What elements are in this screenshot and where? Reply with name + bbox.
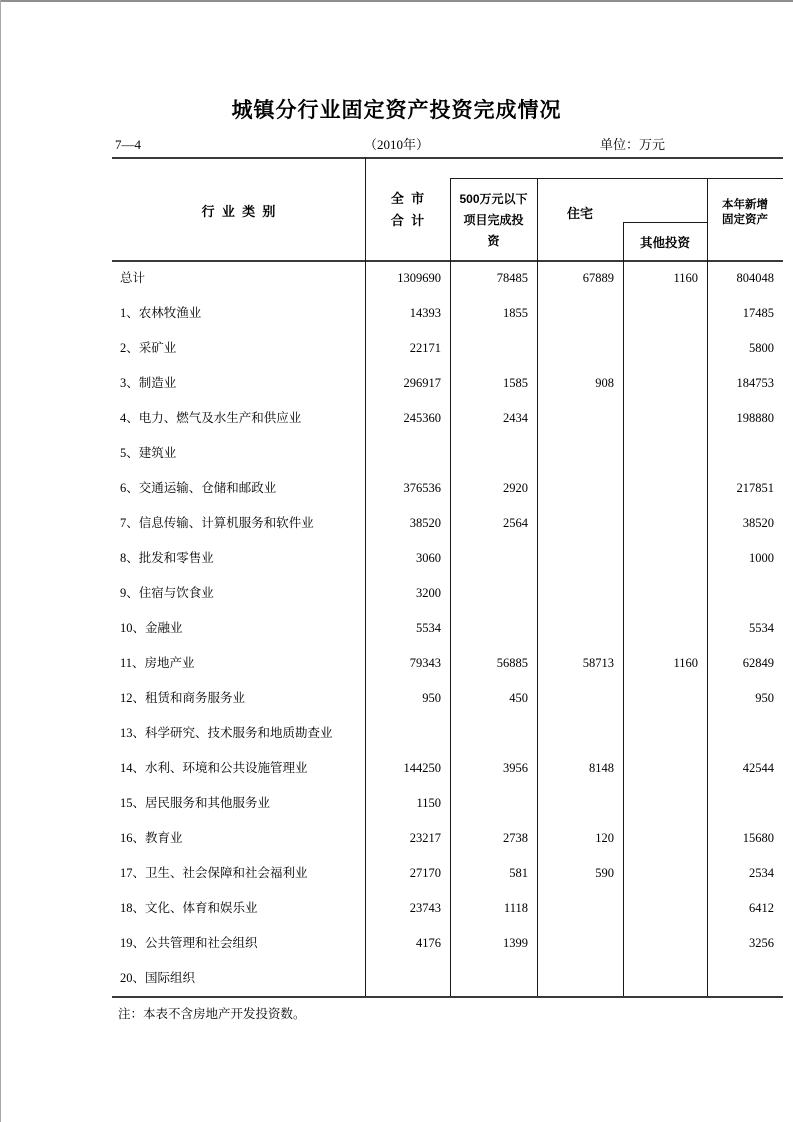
cell-city-total: 376536 (403, 481, 441, 495)
cell-below-500: 2738 (503, 831, 528, 845)
table-row (112, 576, 783, 611)
cell-residential (537, 436, 623, 471)
cell-other-investment (623, 366, 707, 401)
row-label: 4、电力、燃气及水生产和供应业 (120, 411, 302, 425)
cell-residential (537, 471, 623, 506)
row-label: 16、教育业 (120, 831, 183, 845)
cell-new-fixed-assets: 5800 (749, 341, 774, 355)
cell-below-500: 1855 (503, 306, 528, 320)
cell-below-500: 1118 (503, 901, 528, 915)
cell-below-500: 450 (509, 691, 528, 705)
cell-other-investment (623, 716, 707, 751)
cell-new-fixed-assets: 184753 (736, 376, 774, 390)
cell-city-total: 23217 (409, 831, 441, 845)
cell-other-investment (623, 401, 707, 436)
table-body (112, 261, 783, 996)
row-label: 9、住宿与饮食业 (120, 586, 214, 600)
cell-residential (537, 891, 623, 926)
cell-city-total: 4176 (416, 936, 441, 950)
cell-other-investment (623, 576, 707, 611)
table-row (112, 716, 783, 751)
row-label: 19、公共管理和社会组织 (120, 936, 258, 950)
cell-other-investment (623, 331, 707, 366)
page-title: 城镇分行业固定资产投资完成情况 (231, 99, 562, 122)
row-label: 1、农林牧渔业 (120, 306, 202, 320)
column-header-other-investment: 其他投资 (639, 236, 690, 250)
cell-city-total: 296917 (403, 376, 441, 390)
table-number: 7—4 (115, 137, 141, 152)
cell-residential: 58713 (582, 656, 614, 670)
cell-other-investment (623, 541, 707, 576)
cell-residential (537, 681, 623, 716)
cell-other-investment: 1160 (673, 656, 698, 670)
cell-below-500 (450, 331, 537, 366)
cell-other-investment: 1160 (673, 271, 698, 285)
table-row (112, 261, 783, 296)
cell-new-fixed-assets: 42544 (742, 761, 774, 775)
table-row (112, 926, 783, 961)
cell-new-fixed-assets: 5534 (749, 621, 774, 635)
row-label: 13、科学研究、技术服务和地质勘查业 (120, 726, 333, 740)
cell-residential (537, 611, 623, 646)
cell-below-500: 3956 (503, 761, 528, 775)
cell-city-total (365, 716, 450, 751)
cell-other-investment (623, 926, 707, 961)
row-label: 2、采矿业 (120, 341, 177, 355)
cell-city-total: 1150 (416, 796, 441, 810)
cell-residential (537, 506, 623, 541)
table-row (112, 436, 783, 471)
column-header-city-total: 全 市 合 计 (390, 191, 425, 228)
cell-city-total: 79343 (409, 656, 441, 670)
cell-below-500 (450, 786, 537, 821)
table-row (112, 366, 783, 401)
cell-city-total: 22171 (409, 341, 441, 355)
cell-other-investment (623, 436, 707, 471)
cell-other-investment (623, 611, 707, 646)
cell-new-fixed-assets (707, 716, 783, 751)
cell-new-fixed-assets (707, 436, 783, 471)
cell-residential (537, 961, 623, 996)
cell-other-investment (623, 856, 707, 891)
column-header-below-500: 500万元以下 项目完成投 资 (459, 191, 528, 248)
cell-below-500 (450, 576, 537, 611)
table-row (112, 401, 783, 436)
cell-city-total: 5534 (416, 621, 441, 635)
row-label: 6、交通运输、仓储和邮政业 (120, 481, 277, 495)
cell-city-total: 245360 (403, 411, 441, 425)
row-label: 12、租赁和商务服务业 (120, 691, 246, 705)
cell-new-fixed-assets: 15680 (742, 831, 774, 845)
cell-below-500: 1399 (503, 936, 528, 950)
cell-city-total: 23743 (409, 901, 441, 915)
table-row (112, 961, 783, 996)
cell-residential: 67889 (582, 271, 614, 285)
row-label: 14、水利、环境和公共设施管理业 (120, 761, 308, 775)
row-label: 7、信息传输、计算机服务和软件业 (120, 516, 314, 530)
cell-below-500: 56885 (496, 656, 528, 670)
cell-below-500 (450, 611, 537, 646)
column-header-residential: 住宅 (566, 205, 593, 221)
row-label: 17、卫生、社会保障和社会福利业 (120, 866, 308, 880)
cell-below-500 (450, 716, 537, 751)
cell-new-fixed-assets: 17485 (742, 306, 774, 320)
cell-other-investment (623, 891, 707, 926)
cell-residential (537, 786, 623, 821)
row-label: 18、文化、体育和娱乐业 (120, 901, 258, 915)
page-left-edge (0, 0, 1, 1122)
cell-below-500 (450, 961, 537, 996)
cell-other-investment (623, 681, 707, 716)
cell-below-500: 2434 (503, 411, 528, 425)
cell-other-investment (623, 786, 707, 821)
table-row (112, 856, 783, 891)
row-label: 3、制造业 (120, 376, 177, 390)
cell-residential: 590 (595, 866, 614, 880)
cell-other-investment (623, 961, 707, 996)
cell-city-total (365, 436, 450, 471)
table-unit: 单位：万元 (600, 137, 666, 152)
cell-new-fixed-assets: 1000 (749, 551, 774, 565)
row-label: 15、居民服务和其他服务业 (120, 796, 271, 810)
table-row (112, 681, 783, 716)
cell-below-500: 581 (509, 866, 528, 880)
page-top-edge (0, 0, 793, 2)
cell-new-fixed-assets: 217851 (736, 481, 774, 495)
cell-other-investment (623, 821, 707, 856)
cell-city-total: 144250 (403, 761, 441, 775)
rule-table-bottom (112, 996, 783, 998)
cell-residential (537, 576, 623, 611)
cell-new-fixed-assets: 950 (755, 691, 774, 705)
table-note: 注：本表不含房地产开发投资数。 (118, 1007, 306, 1021)
cell-other-investment (623, 471, 707, 506)
cell-city-total: 38520 (409, 516, 441, 530)
table-row (112, 646, 783, 681)
table-row (112, 331, 783, 366)
cell-new-fixed-assets (707, 786, 783, 821)
table-row (112, 891, 783, 926)
row-label: 11、房地产业 (120, 656, 195, 670)
cell-residential: 120 (595, 831, 614, 845)
row-label: 20、国际组织 (120, 971, 196, 985)
cell-below-500: 1585 (503, 376, 528, 390)
row-label: 10、金融业 (120, 621, 183, 635)
cell-city-total: 14393 (409, 306, 441, 320)
cell-below-500 (450, 436, 537, 471)
cell-residential (537, 331, 623, 366)
table-row (112, 751, 783, 786)
column-header-industry: 行 业 类 别 (201, 203, 276, 219)
row-label: 总计 (120, 271, 146, 285)
cell-city-total: 1309690 (397, 271, 441, 285)
cell-residential: 908 (595, 376, 614, 390)
cell-below-500 (450, 541, 537, 576)
cell-other-investment (623, 751, 707, 786)
cell-new-fixed-assets: 198880 (736, 411, 774, 425)
cell-new-fixed-assets: 3256 (749, 936, 774, 950)
cell-city-total: 3060 (416, 551, 441, 565)
cell-new-fixed-assets (707, 961, 783, 996)
cell-residential (537, 716, 623, 751)
row-label: 8、批发和零售业 (120, 551, 214, 565)
cell-residential: 8148 (589, 761, 614, 775)
column-header-new-fixed-assets: 本年新增 固定资产 (722, 198, 768, 226)
table-row (112, 821, 783, 856)
table-row (112, 786, 783, 821)
cell-city-total: 3200 (416, 586, 441, 600)
cell-residential (537, 541, 623, 576)
table-row (112, 541, 783, 576)
cell-other-investment (623, 506, 707, 541)
cell-new-fixed-assets: 2534 (749, 866, 774, 880)
cell-below-500: 78485 (496, 271, 528, 285)
cell-city-total: 950 (422, 691, 441, 705)
cell-new-fixed-assets (707, 576, 783, 611)
table-row (112, 296, 783, 331)
row-label: 5、建筑业 (120, 446, 177, 460)
cell-new-fixed-assets: 62849 (742, 656, 774, 670)
cell-new-fixed-assets: 804048 (736, 271, 774, 285)
cell-below-500: 2564 (503, 516, 528, 530)
cell-new-fixed-assets: 6412 (749, 901, 774, 915)
cell-other-investment (623, 296, 707, 331)
cell-below-500: 2920 (503, 481, 528, 495)
table-row (112, 611, 783, 646)
cell-city-total: 27170 (409, 866, 441, 880)
cell-new-fixed-assets: 38520 (742, 516, 774, 530)
cell-residential (537, 296, 623, 331)
cell-residential (537, 401, 623, 436)
table-row (112, 471, 783, 506)
cell-city-total (365, 961, 450, 996)
cell-residential (537, 926, 623, 961)
table-row (112, 506, 783, 541)
table-year: （2010年） (363, 137, 429, 152)
